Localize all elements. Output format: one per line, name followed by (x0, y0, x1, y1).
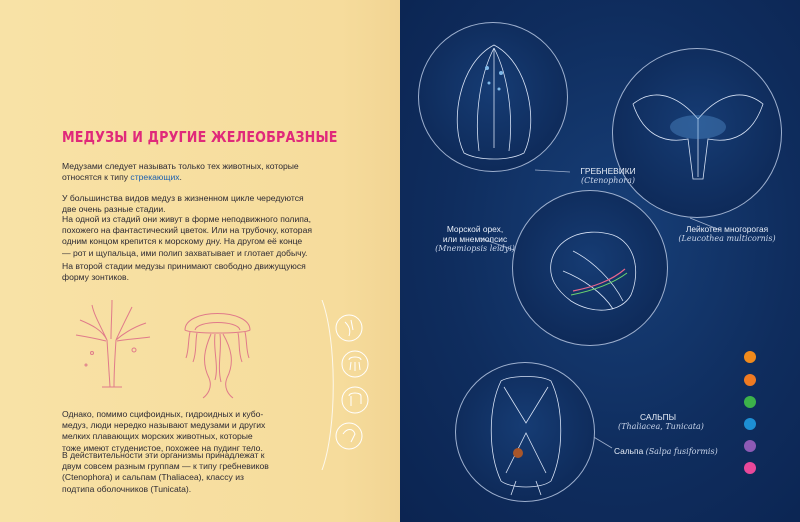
paragraph-medusa: На второй стадии медузы принимают свободно движущуюся форму зонтиков. (62, 261, 306, 283)
salps-label (618, 412, 704, 432)
page-title: МЕДУЗЫ И ДРУГИЕ ЖЕЛЕОБРАЗНЫЕ (62, 128, 338, 146)
mnemiopsis-name-ru-2: или мнемиопсис (442, 234, 508, 244)
salps-name-ru: САЛЬПЫ (639, 412, 677, 422)
paragraph-intro-text: Медузами следует называть только тех животных, которые относятся к типу (62, 161, 299, 183)
jellyfish-stage-icon (342, 387, 368, 413)
paragraph-intro-end: . (179, 172, 182, 183)
specimen-salpa-image (455, 362, 595, 502)
ctenophora-name-ru: ГРЕБНЕВИКИ (580, 166, 636, 176)
ctenophora-name-latin: (Ctenophora) (581, 176, 635, 185)
jellyfish-stage-icon (336, 423, 362, 449)
paragraph-stages: У большинства видов медуз в жизненном цикле чередуются две очень разные стадии. (62, 193, 304, 215)
specimen-ctenophore-image (512, 190, 668, 346)
paragraph-others: Однако, помимо сцифоидных, гидроидных и кубо-медуз, люди нередко называют медузами и других мелких плавающих морских животных, которые тоже имеют студенистое, похожее на пудинг тело. (62, 409, 266, 453)
ctenophora-label (568, 166, 648, 186)
leucothea-name-ru: Лейкотея многорогая (685, 224, 769, 234)
salpa-label (614, 446, 718, 457)
color-dot (744, 351, 756, 363)
highlight-term: стрекающих (130, 172, 180, 183)
mnemiopsis-name-ru-1: Морской орех, (446, 224, 504, 234)
salpa-name-latin: (Salpa fusiformis) (645, 447, 718, 456)
paragraph-intro (62, 161, 312, 183)
color-dot (744, 396, 756, 408)
specimen-leucothea-image (612, 48, 782, 218)
mnemiopsis-label (425, 224, 525, 254)
salps-name-latin: (Thaliacea, Tunicata) (618, 422, 704, 431)
life-cycle-icons (317, 300, 377, 470)
mnemiopsis-name-latin: (Mnemiopsis leidyi) (435, 244, 515, 253)
paragraph-groups: В действительности эти организмы принадлежат к двум совсем разным группам — к типу гребневиков (Ctenophora) и сальпам (Thaliacea), классу из подтипа оболочников (Tunicata). (62, 450, 269, 494)
color-dot (744, 374, 756, 386)
specimen-mnemiopsis-image (418, 22, 568, 172)
color-dot (744, 440, 756, 452)
color-dot (744, 418, 756, 430)
salpa-name-ru: Сальпа (614, 446, 644, 456)
jellyfish-illustration (175, 300, 260, 400)
paragraph-polyp: На одной из стадий они живут в форме неподвижного полипа, похожего на фантастический цветок. Или на трубочку, которая одним концом крепится к морскому дну. На другом её конце — рот и щупальца, ими полип захватывает и глотает добычу. (62, 214, 313, 258)
leucothea-label (672, 224, 782, 244)
color-dot (744, 462, 756, 474)
leucothea-name-latin: (Leucothea multicornis) (678, 234, 776, 243)
polyp-illustration (62, 295, 162, 390)
